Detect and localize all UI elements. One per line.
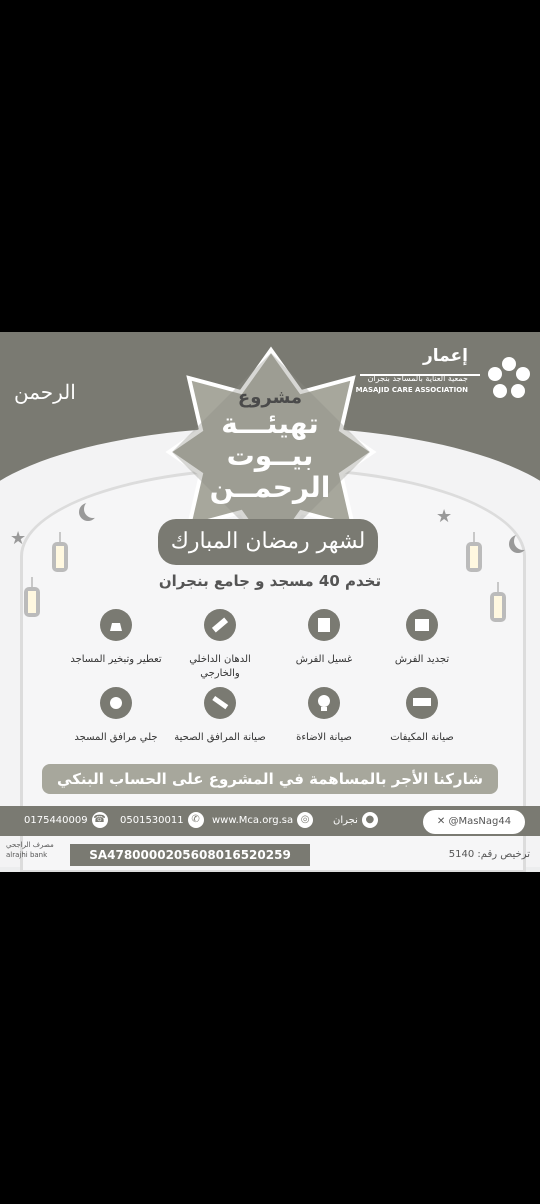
plumbing-icon <box>202 685 238 721</box>
star-icon: ★ <box>10 528 27 549</box>
service-plumbing <box>170 685 270 745</box>
service-label: تجديد الفرش <box>394 654 450 665</box>
service-label: صيانة الاضاءة <box>296 732 352 743</box>
incense-icon <box>98 607 134 643</box>
subtitle: تخدم 40 مسجد و جامع بنجران <box>158 572 382 590</box>
light-icon <box>306 685 342 721</box>
service-carpet-wash <box>274 607 374 667</box>
org-name-ar: جمعية العناية بالمساجد بنجران <box>367 374 468 383</box>
moon-icon <box>514 532 532 550</box>
org-name-en: MASAJID CARE ASSOCIATION <box>355 386 468 394</box>
title-line-1: تهيئـــة <box>221 407 319 440</box>
lantern-icon <box>462 532 486 582</box>
bank-logo: مصرف الراجحي alrajhi bank <box>6 841 54 859</box>
paint-icon <box>202 607 238 643</box>
cta-banner: شاركنا الأجر بالمساهمة في المشروع على الحساب البنكي <box>42 764 498 794</box>
star-icon: ★ <box>436 506 453 527</box>
city-item: نجران ● <box>333 812 378 830</box>
mobile-item[interactable]: 0501530011 ✆ <box>120 812 204 830</box>
iban-number: SA4780000205608016520259 <box>70 844 310 866</box>
lantern-icon <box>486 582 510 632</box>
phone-icon: ✆ <box>188 812 204 828</box>
twitter-handle[interactable]: ✕ @MasNag44 <box>423 810 525 834</box>
location-icon: ● <box>362 812 378 828</box>
service-polish <box>66 685 166 745</box>
ac-icon <box>404 685 440 721</box>
service-light <box>274 685 374 745</box>
title-line-2: بيــوت <box>226 439 314 472</box>
carpet-wash-icon <box>306 607 342 643</box>
service-paint <box>170 607 270 681</box>
globe-icon: ◎ <box>297 812 313 828</box>
service-label: غسيل الفرش <box>295 654 353 665</box>
service-label: الدهان الداخلي والخارجي <box>189 654 251 679</box>
title-small: مشروع <box>237 387 303 408</box>
org-brand: إعمار <box>422 346 468 366</box>
x-icon: ✕ <box>436 816 449 827</box>
poster <box>0 332 540 872</box>
service-carpet-renew <box>372 607 472 667</box>
service-label: صيانة المكيفات <box>390 732 454 743</box>
ramadan-banner: لشهر رمضان المبارك <box>158 519 378 565</box>
service-incense <box>66 607 166 667</box>
service-label: صيانة المرافق الصحية <box>174 732 266 743</box>
calligraphy-logo: الرحمن <box>14 380 76 404</box>
website-item[interactable]: www.Mca.org.sa ◎ <box>212 812 313 830</box>
service-label: جلي مرافق المسجد <box>74 732 158 743</box>
project-title <box>180 387 360 504</box>
phone-item[interactable]: 0175440009 ☎ <box>24 814 106 826</box>
org-logo-icon <box>484 354 534 404</box>
lantern-icon <box>48 532 72 582</box>
service-label: تعطير وتبخير المساجد <box>70 654 162 665</box>
service-ac <box>372 685 472 745</box>
title-line-3: الرحمــن <box>209 471 331 504</box>
lantern-icon <box>20 577 44 627</box>
moon-icon <box>84 500 102 518</box>
telephone-icon: ☎ <box>92 812 108 828</box>
polish-icon <box>98 685 134 721</box>
carpet-renew-icon <box>404 607 440 643</box>
license-number: ترخيص رقم: 5140 <box>448 849 530 860</box>
